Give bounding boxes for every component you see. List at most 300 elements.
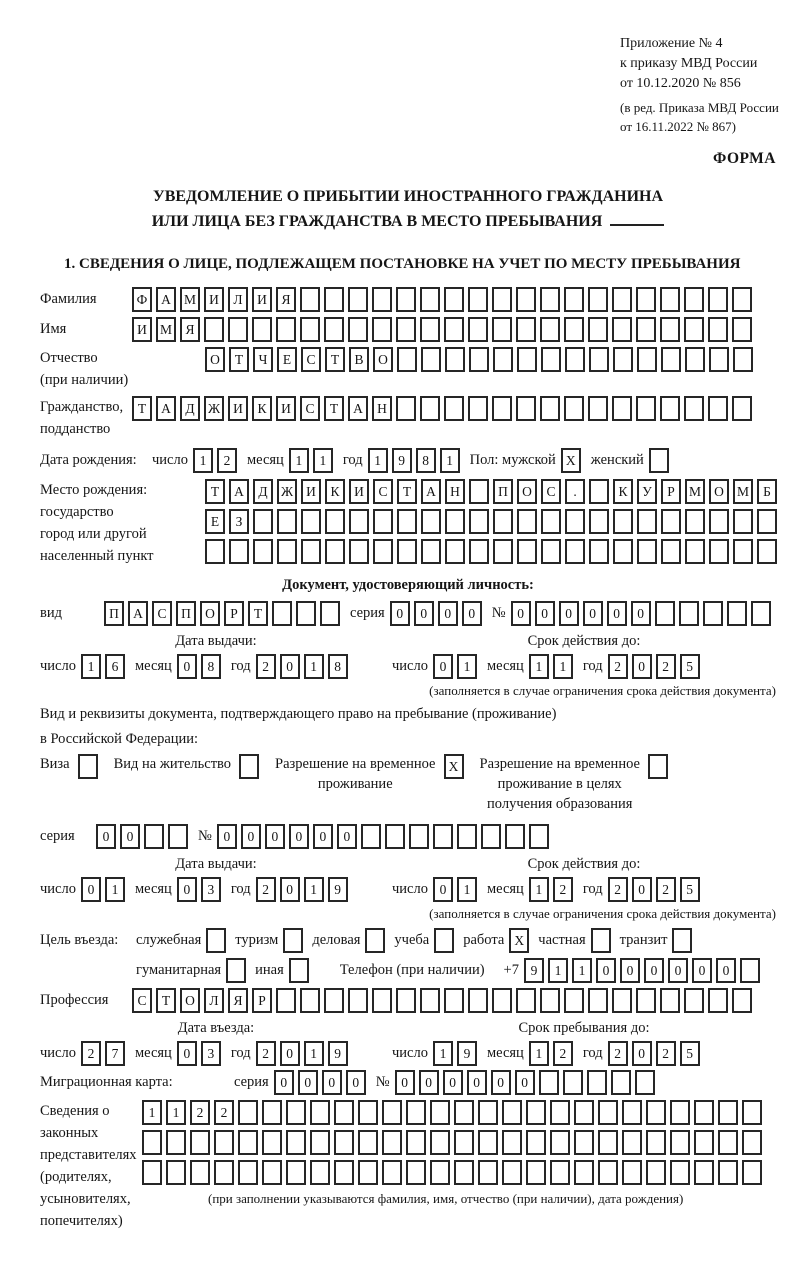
char-box [144,824,164,849]
char-box: О [517,479,537,504]
char-box [732,317,752,342]
char-box [430,1160,450,1185]
char-box: А [128,601,148,626]
char-box [406,1100,426,1125]
char-box [205,539,225,564]
char-box [373,539,393,564]
char-box: 0 [96,824,116,849]
char-box: 0 [716,958,736,983]
char-box [517,347,537,372]
char-box: А [348,396,368,421]
char-box: М [733,479,753,504]
char-box [334,1100,354,1125]
char-box: 0 [395,1070,415,1095]
char-box: 9 [457,1041,477,1066]
char-box [310,1130,330,1155]
char-box [637,539,657,564]
char-box [397,347,417,372]
char-box [272,601,292,626]
char-box [709,509,729,534]
representatives-row [40,1100,776,1232]
char-box [684,287,704,312]
series-label: серия [350,605,385,621]
char-box [349,539,369,564]
char-box: 2 [256,877,276,902]
patronymic-label: Отчество (при наличии) [40,350,129,388]
char-box [358,1130,378,1155]
profession-label: Профессия [40,992,109,1008]
birth-place-line3 [205,539,777,564]
stay-until-day [433,1041,477,1066]
char-box [685,539,705,564]
char-box [277,539,297,564]
char-box: Д [180,396,200,421]
char-box [296,601,316,626]
char-box [493,539,513,564]
char-box [550,1160,570,1185]
doc-number-field [511,601,771,626]
char-box [646,1100,666,1125]
purpose-business-checkbox [365,928,385,953]
char-box: 0 [298,1070,318,1095]
representatives-line1 [142,1100,762,1125]
char-box [516,317,536,342]
char-box: С [132,988,152,1013]
char-box [420,988,440,1013]
char-box [469,479,489,504]
char-box: 0 [668,958,688,983]
char-box [516,396,536,421]
char-box [648,754,668,779]
day-label: число [152,452,188,468]
char-box [740,958,760,983]
char-box [382,1100,402,1125]
char-box [420,396,440,421]
char-box: 1 [440,448,460,473]
char-box [646,1130,666,1155]
char-box [468,287,488,312]
birth-year-field [368,448,460,473]
char-box [238,1130,258,1155]
char-box: 7 [105,1041,125,1066]
purpose-option: работа X [463,928,529,953]
char-box [502,1130,522,1155]
char-box: Б [757,479,777,504]
char-box [540,988,560,1013]
number-label: № [198,828,212,844]
residence-doc-dates [40,854,776,922]
birth-date-row [40,448,776,473]
char-box [214,1130,234,1155]
phone-prefix: +7 [503,962,519,978]
char-box: Н [372,396,392,421]
char-box: 1 [105,877,125,902]
char-box: 1 [553,654,573,679]
char-box [563,1070,583,1095]
char-box [430,1100,450,1125]
char-box [539,1070,559,1095]
char-box [742,1100,762,1125]
char-box: 1 [304,877,324,902]
option-visa: Виза [40,754,98,779]
char-box [694,1160,714,1185]
entry-date-heading: Дата въезда: [177,1020,255,1036]
char-box: 1 [81,654,101,679]
residence-doc-text1: Вид и реквизиты документа, подтверждающего право на пребывание (проживание) [40,706,557,722]
sex-male-label: Пол: мужской [469,452,556,468]
char-box: С [152,601,172,626]
ref-line: к приказу МВД России [620,56,758,71]
char-box: 0 [433,877,453,902]
char-box [622,1160,642,1185]
purpose-option: транзит [620,928,693,953]
residence-valid-year [608,877,700,902]
char-box: Т [132,396,152,421]
char-box: 0 [607,601,627,626]
char-box [540,396,560,421]
char-box [372,988,392,1013]
char-box: И [301,479,321,504]
char-box [709,347,729,372]
char-box: 0 [632,877,652,902]
char-box [444,287,464,312]
char-box: 1 [529,1041,549,1066]
char-box [277,509,297,534]
char-box: Е [205,509,225,534]
doc-valid-month [529,654,573,679]
char-box [636,317,656,342]
char-box [348,287,368,312]
birth-place-line1 [205,479,777,504]
char-box [733,539,753,564]
entry-month [177,1041,221,1066]
series-label: серия [234,1074,269,1090]
month-label: месяц [134,1045,172,1061]
char-box [672,928,692,953]
doc-issue-month [177,654,221,679]
char-box: 1 [572,958,592,983]
char-box: 9 [392,448,412,473]
char-box [142,1160,162,1185]
char-box: Т [205,479,225,504]
char-box: 8 [416,448,436,473]
char-box: К [325,479,345,504]
char-box: 0 [559,601,579,626]
char-box [382,1130,402,1155]
char-box [516,287,536,312]
char-box [493,347,513,372]
char-box [142,1130,162,1155]
char-box: 0 [81,877,101,902]
char-box: 0 [313,824,333,849]
char-box [358,1100,378,1125]
surname-label: Фамилия [40,291,97,307]
char-box: 9 [524,958,544,983]
char-box: Т [324,396,344,421]
char-box: У [637,479,657,504]
doc-issue-day [81,654,125,679]
header-reference [620,34,800,136]
option-residence-permit: Вид на жительство [114,754,259,779]
char-box [516,988,536,1013]
char-box [622,1100,642,1125]
char-box: 5 [680,654,700,679]
option-edu-residence: Разрешение на временное проживание в целях получения образования [480,754,668,814]
char-box [526,1130,546,1155]
char-box [286,1160,306,1185]
char-box [589,479,609,504]
char-box [502,1160,522,1185]
char-box [637,347,657,372]
purpose-option: деловая [312,928,385,953]
char-box [612,317,632,342]
char-box [301,509,321,534]
day-label: число [392,881,428,897]
doc-kind-label: вид [40,605,62,621]
char-box [757,509,777,534]
char-box [190,1130,210,1155]
char-box [334,1130,354,1155]
char-box [206,928,226,953]
char-box [718,1100,738,1125]
char-box: 0 [438,601,458,626]
day-label: число [392,1045,428,1061]
migration-card-row [40,1070,776,1095]
char-box [406,1130,426,1155]
char-box [670,1130,690,1155]
char-box [502,1100,522,1125]
char-box [660,287,680,312]
char-box: С [373,479,393,504]
char-box [661,539,681,564]
char-box [469,509,489,534]
purpose-option: туризм [235,928,303,953]
char-box: 1 [193,448,213,473]
char-box: 0 [322,1070,342,1095]
char-box [468,317,488,342]
char-box: С [541,479,561,504]
char-box: Т [397,479,417,504]
char-box [550,1100,570,1125]
char-box: А [421,479,441,504]
char-box [526,1100,546,1125]
char-box [727,601,747,626]
char-box: О [180,988,200,1013]
form-title [40,184,776,234]
char-box [505,824,525,849]
char-box [733,347,753,372]
char-box: 3 [201,877,221,902]
char-box: С [300,396,320,421]
char-box: Т [325,347,345,372]
char-box: 2 [553,877,573,902]
char-box: 1 [368,448,388,473]
char-box: 1 [457,877,477,902]
char-box [541,539,561,564]
char-box [78,754,98,779]
char-box [517,509,537,534]
char-box [382,1160,402,1185]
char-box: 0 [419,1070,439,1095]
purpose-tourism-checkbox [283,928,303,953]
char-box [283,928,303,953]
char-box [636,988,656,1013]
char-box: Ч [253,347,273,372]
char-box [655,601,675,626]
char-box [262,1100,282,1125]
doc-issue-year [256,654,348,679]
char-box [574,1130,594,1155]
char-box: И [204,287,224,312]
purpose-work-checkbox [509,928,529,953]
year-label: год [230,881,251,897]
issue-date-heading: Дата выдачи: [175,633,257,649]
char-box: 1 [529,877,549,902]
char-box [718,1130,738,1155]
char-box [253,509,273,534]
char-box: 1 [304,654,324,679]
char-box: Р [224,601,244,626]
char-box [421,347,441,372]
purpose-option: иная [255,958,309,983]
char-box: 0 [289,824,309,849]
char-box: 0 [337,824,357,849]
char-box: 0 [515,1070,535,1095]
day-label: число [392,658,428,674]
char-box: М [685,479,705,504]
char-box: П [493,479,513,504]
month-label: месяц [134,881,172,897]
char-box [684,988,704,1013]
char-box [361,824,381,849]
char-box [733,509,753,534]
char-box [468,988,488,1013]
char-box: Р [661,479,681,504]
char-box [757,539,777,564]
char-box: 1 [548,958,568,983]
char-box: 0 [467,1070,487,1095]
char-box: 0 [120,824,140,849]
citizenship-field [132,396,752,421]
char-box [168,824,188,849]
char-box: 1 [433,1041,453,1066]
month-label: месяц [486,881,524,897]
char-box: 0 [280,654,300,679]
char-box: В [349,347,369,372]
char-box: И [349,479,369,504]
char-box: 0 [644,958,664,983]
char-box [574,1160,594,1185]
char-box [365,928,385,953]
char-box [430,1130,450,1155]
char-box [445,347,465,372]
char-box [670,1160,690,1185]
issue-date-heading: Дата выдачи: [175,856,257,872]
citizenship-label: Гражданство, подданство [40,399,124,437]
char-box: 0 [583,601,603,626]
profession-field [132,988,752,1013]
char-box [334,1160,354,1185]
char-box [751,601,771,626]
char-box: Л [204,988,224,1013]
char-box [612,988,632,1013]
day-label: число [40,881,76,897]
doc-valid-day [433,654,477,679]
purpose-option: гуманитарная [136,958,246,983]
char-box: О [373,347,393,372]
char-box [591,928,611,953]
ref-line: Приложение № 4 [620,36,723,51]
surname-row [40,287,776,312]
char-box: 0 [177,877,197,902]
char-box [478,1160,498,1185]
char-box [684,317,704,342]
char-box [444,396,464,421]
char-box [469,539,489,564]
char-box [348,317,368,342]
char-box [612,396,632,421]
char-box [214,1160,234,1185]
char-box [550,1130,570,1155]
number-label: № [375,1074,390,1090]
char-box: 2 [190,1100,210,1125]
char-box [598,1130,618,1155]
temp-residence-checkbox [444,754,464,779]
entry-year [256,1041,348,1066]
char-box: 0 [692,958,712,983]
char-box [396,988,416,1013]
char-box [492,988,512,1013]
residence-valid-month [529,877,573,902]
char-box [708,287,728,312]
migration-number-field [395,1070,655,1095]
stay-until-year [608,1041,700,1066]
char-box [646,1160,666,1185]
char-box: 1 [142,1100,162,1125]
char-box: Я [276,287,296,312]
representatives-label: Сведения о законных представителях (родителях, усыновителях, попечителях) [40,1103,137,1229]
char-box: 1 [289,448,309,473]
char-box [612,287,632,312]
char-box [166,1160,186,1185]
char-box: 0 [443,1070,463,1095]
char-box [541,347,561,372]
char-box: 0 [280,1041,300,1066]
char-box: 0 [620,958,640,983]
char-box [661,347,681,372]
char-box: А [229,479,249,504]
char-box [325,539,345,564]
char-box [660,988,680,1013]
char-box [588,988,608,1013]
char-box [540,317,560,342]
char-box: 0 [596,958,616,983]
char-box: М [180,287,200,312]
month-label: месяц [134,658,172,674]
char-box: 9 [328,877,348,902]
char-box [286,1130,306,1155]
stay-until-heading: Срок пребывания до: [518,1020,650,1036]
char-box [564,396,584,421]
char-box [372,317,392,342]
residence-issue-day [81,877,125,902]
char-box [587,1070,607,1095]
residence-permit-checkbox [239,754,259,779]
char-box: 1 [166,1100,186,1125]
char-box: П [104,601,124,626]
char-box [589,347,609,372]
char-box: 0 [632,1041,652,1066]
